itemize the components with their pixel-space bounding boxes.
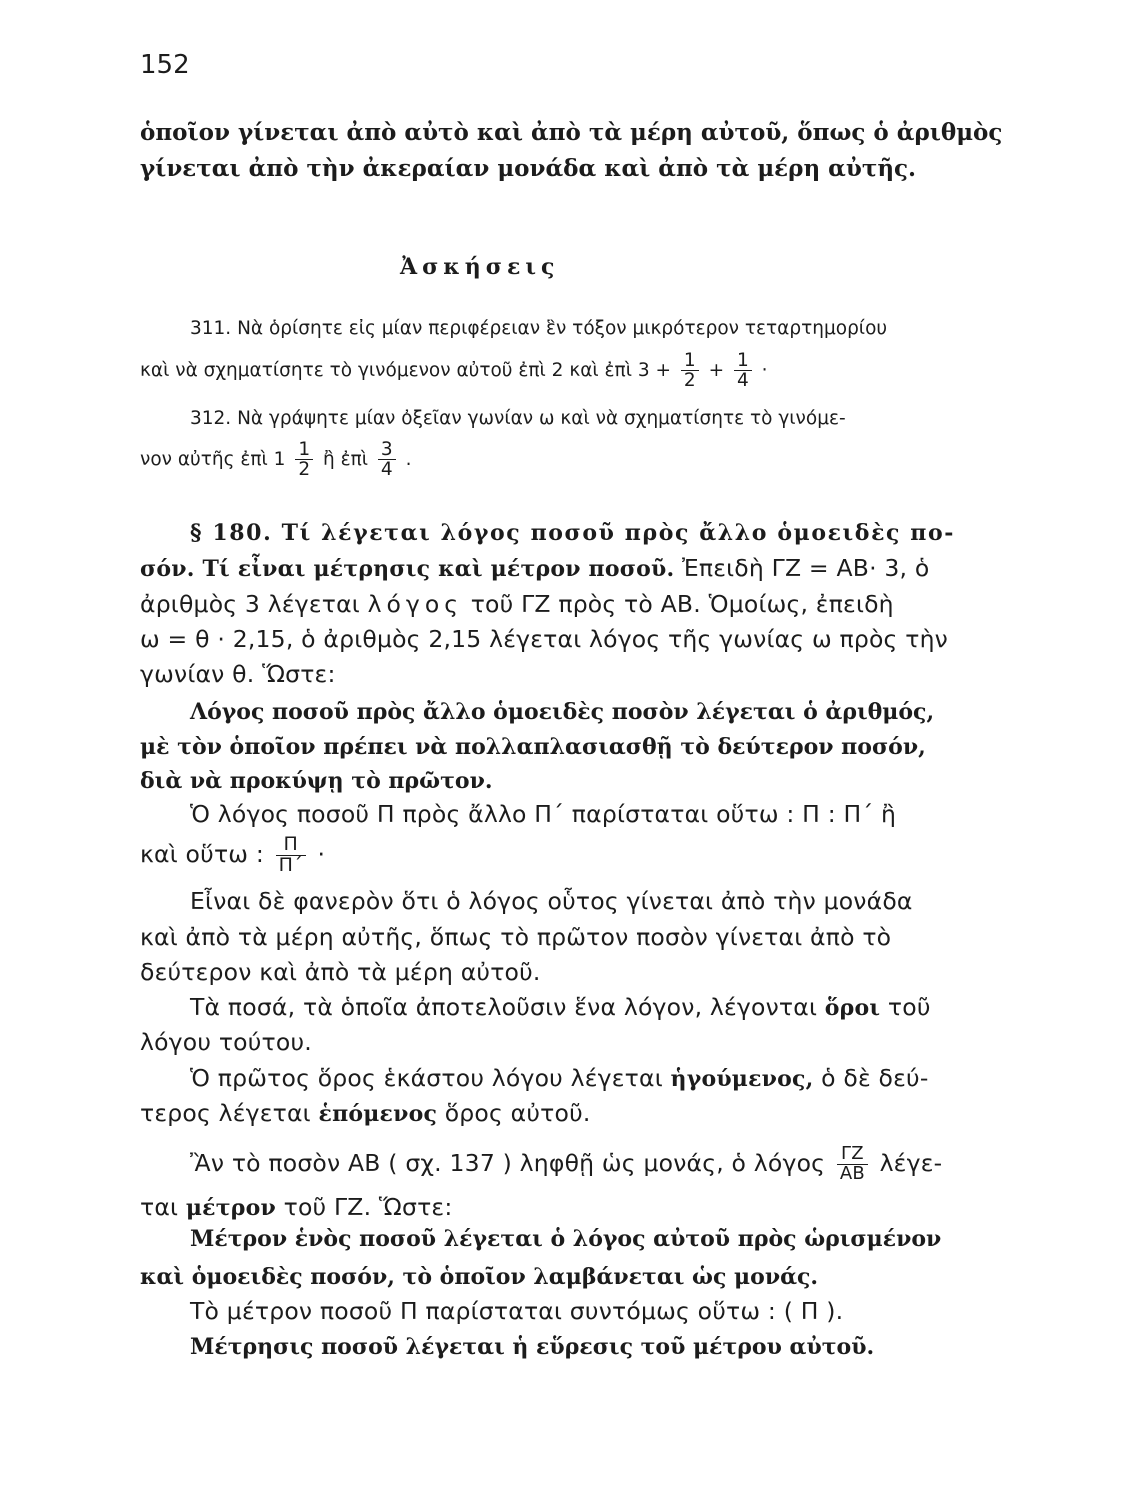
term-metron: μέτρον	[185, 1195, 276, 1221]
definition-ratio-line-2: μὲ τὸν ὁποῖον πρέπει νὰ πολλαπλασιασθῇ τὸ δεύτερον ποσόν,	[140, 734, 926, 760]
paragraph-text: τοῦ ΓΖ. Ὥστε:	[283, 1193, 453, 1221]
fraction-denominator: 2	[295, 459, 313, 479]
exercise-312-line-2	[140, 440, 411, 480]
definition-measure-line-1: Μέτρον ἑνὸς ποσοῦ λέγεται ὁ λόγος αὐτοῦ πρὸς ὡρισμένον	[190, 1226, 942, 1252]
fraction-one-half	[295, 440, 313, 480]
fraction-three-quarters	[378, 440, 396, 480]
paragraph-3-line-1	[190, 1064, 929, 1092]
fraction-denominator: 4	[378, 459, 396, 479]
definition-ratio-line-1: Λόγος ποσοῦ πρὸς ἄλλο ὁμοειδὲς ποσὸν λέγεται ὁ ἀριθμός,	[190, 699, 935, 725]
paragraph-1-line-2: καὶ ἀπὸ τὰ μέρη αὐτῆς, ὅπως τὸ πρῶτον ποσὸν γίνεται ἀπὸ τὸ	[140, 923, 892, 951]
paragraph-2-line-1	[190, 993, 931, 1021]
section-180-line-4: ω = θ · 2,15, ὁ ἀριθμὸς 2,15 λέγεται λόγος τῆς γωνίας ω πρὸς τὴν	[140, 625, 948, 653]
fraction-one-quarter	[734, 351, 752, 391]
exercise-312-line-1: 312. Νὰ γράψητε μίαν ὀξεῖαν γωνίαν ω καὶ νὰ σχηματίσητε τὸ γινόμε-	[190, 408, 846, 429]
paragraph-text: τοῦ	[887, 993, 931, 1021]
paragraph-text: τερος λέγεται	[140, 1099, 311, 1127]
paragraph-3-line-2	[140, 1099, 591, 1127]
definition-ratio-line-3: διὰ νὰ προκύψῃ τὸ πρῶτον.	[140, 768, 493, 794]
ratio-notation-line-1: Ὁ λόγος ποσοῦ Π πρὸς ἄλλο Π΄ παρίσταται οὕτω : Π : Π΄ ἢ	[190, 800, 897, 828]
section-180-line-3	[140, 590, 894, 618]
section-180-text: ἀριθμὸς 3 λέγεται	[140, 590, 360, 618]
fraction-gz-over-ab	[837, 1145, 868, 1184]
exercise-311-line-1: 311. Νὰ ὁρίσητε εἰς μίαν περιφέρειαν ἓν τόξον μικρότερον τεταρτημορίου	[190, 318, 888, 339]
section-180-text: τοῦ ΓΖ πρὸς τὸ ΑΒ. Ὁμοίως, ἐπειδὴ	[470, 590, 894, 618]
paragraph-2-line-2: λόγου τούτου.	[140, 1028, 312, 1056]
end-dot: ·	[761, 359, 768, 381]
spaced-term-logos: λόγος	[367, 590, 464, 618]
end-dot: .	[405, 448, 412, 470]
paragraph-1-line-1: Εἶναι δὲ φανερὸν ὅτι ὁ λόγος οὗτος γίνεται ἀπὸ τὴν μονάδα	[190, 887, 913, 915]
paragraph-4-line-1	[190, 1145, 942, 1184]
exercises-heading: Ἀσκήσεις	[400, 254, 560, 280]
exercise-312-or: ἢ ἐπὶ	[322, 448, 368, 470]
fraction-numerator: 3	[380, 439, 393, 460]
section-180-text: Ἐπειδὴ ΓΖ = ΑΒ· 3, ὁ	[682, 554, 930, 582]
intro-line-2: γίνεται ἀπὸ τὴν ἀκεραίαν μονάδα καὶ ἀπὸ τὰ μέρη αὐτῆς.	[140, 155, 917, 182]
paragraph-text: Ἂν τὸ ποσὸν ΑΒ ( σχ. 137 ) ληφθῇ ὡς μονάς, ὁ λόγος	[190, 1148, 826, 1177]
paragraph-text: Τὰ ποσά, τὰ ὁποῖα ἀποτελοῦσιν ἕνα λόγον, λέγονται	[190, 993, 818, 1021]
section-180-heading: § 180. Τί λέγεται λόγος ποσοῦ πρὸς ἄλλο ὁμοειδὲς πο-	[190, 520, 956, 546]
paragraph-text: Ὁ πρῶτος ὅρος ἑκάστου λόγου λέγεται	[190, 1064, 663, 1092]
fraction-numerator: 1	[736, 350, 749, 371]
section-180-line-2	[140, 554, 930, 582]
fraction-numerator: Π	[283, 833, 298, 855]
fraction-denominator: Π΄	[276, 855, 306, 876]
definition-measure-line-2: καὶ ὁμοειδὲς ποσόν, τὸ ὁποῖον λαμβάνεται ὡς μονάς.	[140, 1264, 819, 1290]
fraction-numerator: 1	[298, 439, 311, 460]
definition-measurement: Μέτρησις ποσοῦ λέγεται ἡ εὕρεσις τοῦ μέτρου αὐτοῦ.	[190, 1334, 875, 1360]
paragraph-1-line-3: δεύτερον καὶ ἀπὸ τὰ μέρη αὐτοῦ.	[140, 958, 541, 986]
page-number: 152	[140, 50, 190, 80]
fraction-denominator: 4	[734, 370, 752, 390]
fraction-numerator: 1	[683, 350, 696, 371]
fraction-denominator: 2	[681, 370, 699, 390]
plus-sign: +	[708, 359, 725, 381]
exercise-312-text: νον αὐτῆς ἐπὶ 1	[140, 448, 286, 470]
paragraph-5: Τὸ μέτρον ποσοῦ Π παρίσταται συντόμως οὕτω : ( Π ).	[190, 1297, 844, 1325]
fraction-pi-over-pi-prime	[276, 835, 306, 876]
fraction-one-half	[681, 351, 699, 391]
term-epomenos: ἑπόμενος	[318, 1101, 438, 1127]
paragraph-4-line-2	[140, 1193, 453, 1221]
paragraph-text: λέγε-	[879, 1148, 943, 1177]
exercise-311-line-2	[140, 351, 768, 391]
ratio-notation-line-2	[140, 835, 325, 876]
term-oroi: ὅροι	[824, 995, 881, 1021]
fraction-numerator: ΓΖ	[840, 1143, 864, 1164]
paragraph-text: ται	[140, 1193, 179, 1221]
section-180-line-5: γωνίαν θ. Ὥστε:	[140, 660, 336, 688]
paragraph-text: ὅρος αὐτοῦ.	[444, 1099, 591, 1127]
section-180-heading-cont: σόν. Τί εἶναι μέτρησις καὶ μέτρον ποσοῦ.	[140, 556, 675, 582]
ratio-notation-text: καὶ οὕτω :	[140, 839, 264, 868]
paragraph-text: ὁ δὲ δεύ-	[821, 1064, 929, 1092]
intro-line-1: ὁποῖον γίνεται ἀπὸ αὐτὸ καὶ ἀπὸ τὰ μέρη αὐτοῦ, ὅπως ὁ ἀριθμὸς	[140, 119, 1003, 146]
fraction-denominator: ΑΒ	[837, 1164, 868, 1184]
term-igoumenos: ἡγούμενος,	[670, 1066, 814, 1092]
exercise-311-text: καὶ νὰ σχηματίσητε τὸ γινόμενον αὐτοῦ ἐπὶ 2 καὶ ἐπὶ 3 +	[140, 359, 671, 381]
end-dot: ·	[317, 839, 326, 868]
